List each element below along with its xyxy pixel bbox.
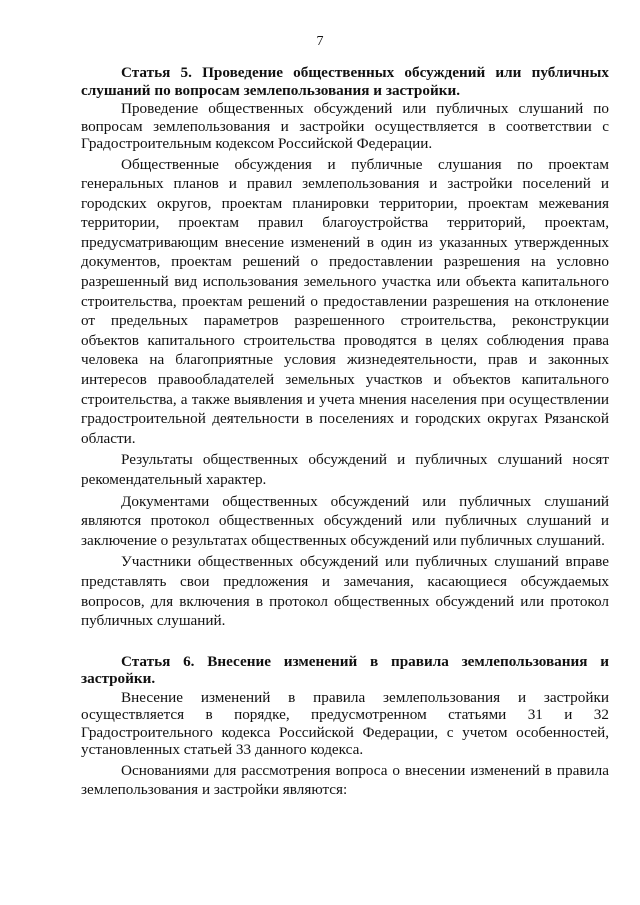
- article-5-heading: Статья 5. Проведение общественных обсуждений или публичных слушаний по вопросам землепользования и застройки.: [81, 64, 609, 99]
- article-5-paragraph-1: Проведение общественных обсуждений или публичных слушаний по вопросам землепользования и застройки осуществляется в соответствии с Градостроительным кодексом Российской Федерации.: [81, 100, 609, 152]
- article-5-paragraph-2: Общественные обсуждения и публичные слушания по проектам генеральных планов и правил землепользования и застройки поселений и городских округов, проектам планировки территории, проектам межевания территории, проектам правил благоустройства территорий, проектам, предусматривающим внесение изменений в один из указанных утвержденных документов, проектам решений о предоставлении разрешения на условно разрешенный вид использования земельного участка или объекта капитального строительства, проектам решений о предоставлении разрешения на отклонение от предельных параметров разрешенного строительства, реконструкции объектов капитального строительства проводятся в целях соблюдения права человека на благоприятные условия жизнедеятельности, прав и законных интересов правообладателей земельных участков и объектов капитального строительства, а также выявления и учета мнения населения при осуществлении градостроительной деятельности в поселениях и городских округах Рязанской области.: [81, 155, 609, 447]
- article-6-heading: Статья 6. Внесение изменений в правила землепользования и застройки.: [81, 652, 609, 688]
- document-body: [81, 64, 609, 800]
- article-6-paragraph-1: Внесение изменений в правила землепользования и застройки осуществляется в порядке, предусмотренном статьями 31 и 32 Градостроительного кодекса Российской Федерации, с учетом особенностей, установленных статьей 33 данного кодекса.: [81, 688, 609, 759]
- article-5-paragraph-3: Результаты общественных обсуждений и публичных слушаний носят рекомендательный характер.: [81, 451, 609, 488]
- article-5-paragraph-4: Документами общественных обсуждений или публичных слушаний являются протокол общественных обсуждений или публичных слушаний и заключение о результатах общественных обсуждений или публичных слушаний.: [81, 492, 609, 549]
- article-6: [81, 653, 609, 800]
- article-5-paragraph-5: Участники общественных обсуждений или публичных слушаний вправе представлять свои предложения и замечания, касающиеся обсуждаемых вопросов, для включения в протокол общественных обсуждений или протокол публичных слушаний.: [81, 553, 609, 630]
- article-5: [81, 64, 609, 631]
- page-number: 7: [316, 34, 324, 49]
- article-6-paragraph-2: Основаниями для рассмотрения вопроса о внесении изменений в правила землепользования и застройки являются:: [81, 761, 609, 799]
